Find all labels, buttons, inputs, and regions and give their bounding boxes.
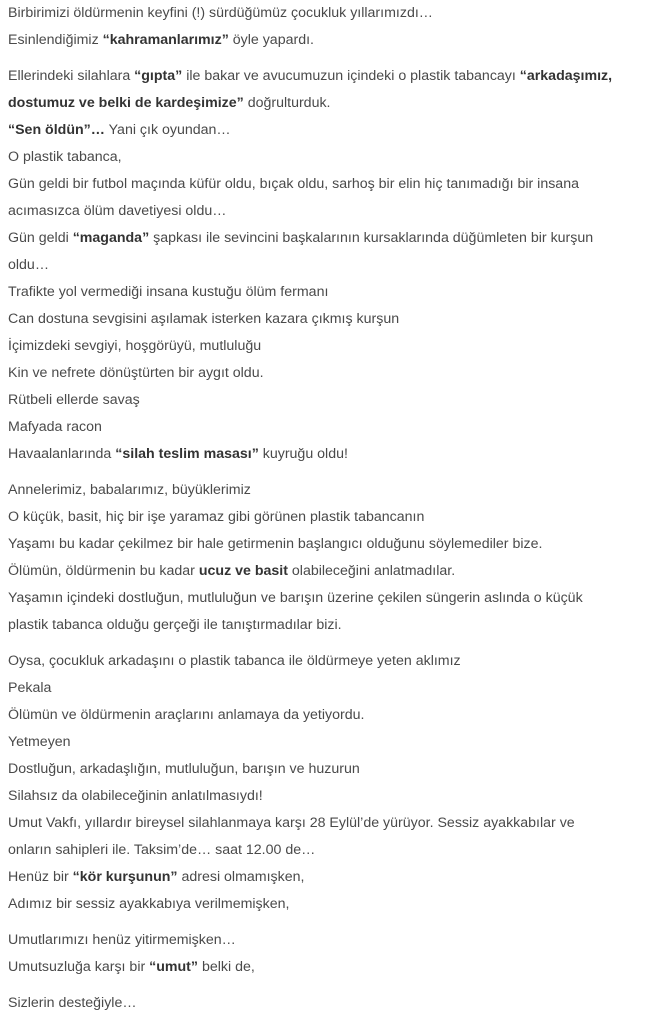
emphasized-text: “silah teslim masası” — [115, 446, 259, 462]
text-line — [8, 477, 638, 504]
body-text: kuyruğu oldu! — [258, 446, 348, 462]
body-text: Can dostuna sevgisini aşılamak isterken kazara çıkmış kurşun — [8, 311, 400, 327]
body-text: Ellerindeki silahlara — [8, 68, 135, 84]
body-text: Rütbeli ellerde savaş — [8, 392, 140, 408]
paragraph-gap — [8, 468, 638, 477]
paragraph — [8, 990, 638, 1017]
text-line — [8, 198, 638, 225]
body-text: Sizlerin desteğiyle… — [8, 995, 137, 1011]
emphasized-text: “arkadaşımız, — [519, 68, 613, 84]
text-line — [8, 225, 638, 252]
text-line — [8, 441, 638, 468]
body-text: O plastik tabanca, — [8, 149, 122, 165]
paragraph-gap — [8, 981, 638, 990]
paragraph — [8, 648, 638, 918]
body-text: acımasızca ölüm davetiyesi oldu… — [8, 203, 227, 219]
text-line — [8, 585, 638, 612]
text-line — [8, 504, 638, 531]
text-line — [8, 387, 638, 414]
body-text: Kin ve nefrete dönüştürten bir aygıt oldu. — [8, 365, 264, 381]
body-text: Ölümün, öldürmenin bu kadar — [8, 563, 199, 579]
text-line — [8, 954, 638, 981]
emphasized-text: ucuz ve basit — [198, 563, 288, 579]
emphasized-text: “umut” — [149, 959, 199, 975]
body-text: İçimizdeki sevgiyi, hoşgörüyü, mutluluğu — [8, 338, 262, 354]
body-text: belki de, — [198, 959, 255, 975]
body-text: Henüz bir — [8, 869, 73, 885]
text-line — [8, 279, 638, 306]
body-text: Yani çık oyundan… — [104, 122, 231, 138]
body-text: Yaşamı bu kadar çekilmez bir hale getirmenin başlangıcı olduğunu söylemediler bize. — [8, 536, 543, 552]
text-line — [8, 63, 638, 90]
emphasized-text: “kahramanlarımız” — [102, 32, 229, 48]
text-line — [8, 837, 638, 864]
body-text: öyle yapardı. — [228, 32, 314, 48]
text-line — [8, 414, 638, 441]
body-text: olabileceğini anlatmadılar. — [287, 563, 456, 579]
text-line — [8, 252, 638, 279]
text-line — [8, 144, 638, 171]
text-line — [8, 612, 638, 639]
body-text: oldu… — [8, 257, 50, 273]
body-text: adresi olmamışken, — [177, 869, 305, 885]
text-line — [8, 117, 638, 144]
paragraph-gap — [8, 54, 638, 63]
body-text: Dostluğun, arkadaşlığın, mutluluğun, barışın ve huzurun — [8, 761, 360, 777]
text-line — [8, 171, 638, 198]
emphasized-text: “Sen öldün”… — [8, 122, 105, 138]
text-line — [8, 360, 638, 387]
text-line — [8, 927, 638, 954]
body-text: doğrulturduk. — [243, 95, 331, 111]
text-line — [8, 702, 638, 729]
paragraph — [8, 63, 638, 468]
paragraph — [8, 477, 638, 639]
text-line — [8, 531, 638, 558]
body-text: Yaşamın içindeki dostluğun, mutluluğun ve barışın üzerine çekilen süngerin aslında o küçük — [8, 590, 583, 606]
body-text: Umutsuzluğa karşı bir — [8, 959, 150, 975]
body-text: O küçük, basit, hiç bir işe yaramaz gibi görünen plastik tabancanın — [8, 509, 425, 525]
body-text: ile bakar ve avucumuzun içindeki o plastik tabancayı — [182, 68, 520, 84]
body-text: Trafikte yol vermediği insana kustuğu ölüm fermanı — [8, 284, 329, 300]
body-text: Gün geldi — [8, 230, 73, 246]
body-text: Umut Vakfı, yıllardır bireysel silahlanmaya karşı 28 Eylül’de yürüyor. Sessiz ayakkabılar ve — [8, 815, 575, 831]
text-line — [8, 891, 638, 918]
body-text: Mafyada racon — [8, 419, 102, 435]
emphasized-text: “maganda” — [72, 230, 150, 246]
emphasized-text: dostumuz ve belki de kardeşimize” — [8, 95, 244, 111]
text-line — [8, 990, 638, 1017]
text-line — [8, 864, 638, 891]
text-line — [8, 306, 638, 333]
text-line — [8, 783, 638, 810]
body-text: Annelerimiz, babalarımız, büyüklerimiz — [8, 482, 251, 498]
paragraph — [8, 0, 638, 54]
body-text: Ölümün ve öldürmenin araçlarını anlamaya da yetiyordu. — [8, 707, 365, 723]
body-text: Esinlendiğimiz — [8, 32, 103, 48]
paragraph-gap — [8, 639, 638, 648]
body-text: Gün geldi bir futbol maçında küfür oldu, bıçak oldu, sarhoş bir elin hiç tanımadığı bir insana — [8, 176, 579, 192]
body-text: plastik tabanca olduğu gerçeği ile tanıştırmadılar bizi. — [8, 617, 342, 633]
text-line — [8, 756, 638, 783]
text-line — [8, 27, 638, 54]
text-line — [8, 90, 638, 117]
body-text: Birbirimizi öldürmenin keyfini (!) sürdüğümüz çocukluk yıllarımızdı… — [8, 5, 433, 21]
text-line — [8, 810, 638, 837]
text-line — [8, 0, 638, 27]
text-line — [8, 729, 638, 756]
body-text: onların sahipleri ile. Taksim’de… saat 12.00 de… — [8, 842, 316, 858]
body-text: Adımız bir sessiz ayakkabıya verilmemişken, — [8, 896, 290, 912]
body-text: Pekala — [8, 680, 52, 696]
body-text: Silahsız da olabileceğinin anlatılmasıydı! — [8, 788, 263, 804]
text-line — [8, 675, 638, 702]
paragraph-gap — [8, 918, 638, 927]
body-text: Havaalanlarında — [8, 446, 116, 462]
paragraph — [8, 927, 638, 981]
body-text: Yetmeyen — [8, 734, 71, 750]
emphasized-text: “gıpta” — [134, 68, 183, 84]
body-text: şapkası ile sevincini başkalarının kursaklarında düğümleten bir kurşun — [149, 230, 594, 246]
text-line — [8, 333, 638, 360]
text-line — [8, 558, 638, 585]
body-text: Umutlarımızı henüz yitirmemişken… — [8, 932, 236, 948]
text-line — [8, 648, 638, 675]
body-text: Oysa, çocukluk arkadaşını o plastik tabanca ile öldürmeye yeten aklımız — [8, 653, 461, 669]
emphasized-text: “kör kurşunun” — [72, 869, 178, 885]
